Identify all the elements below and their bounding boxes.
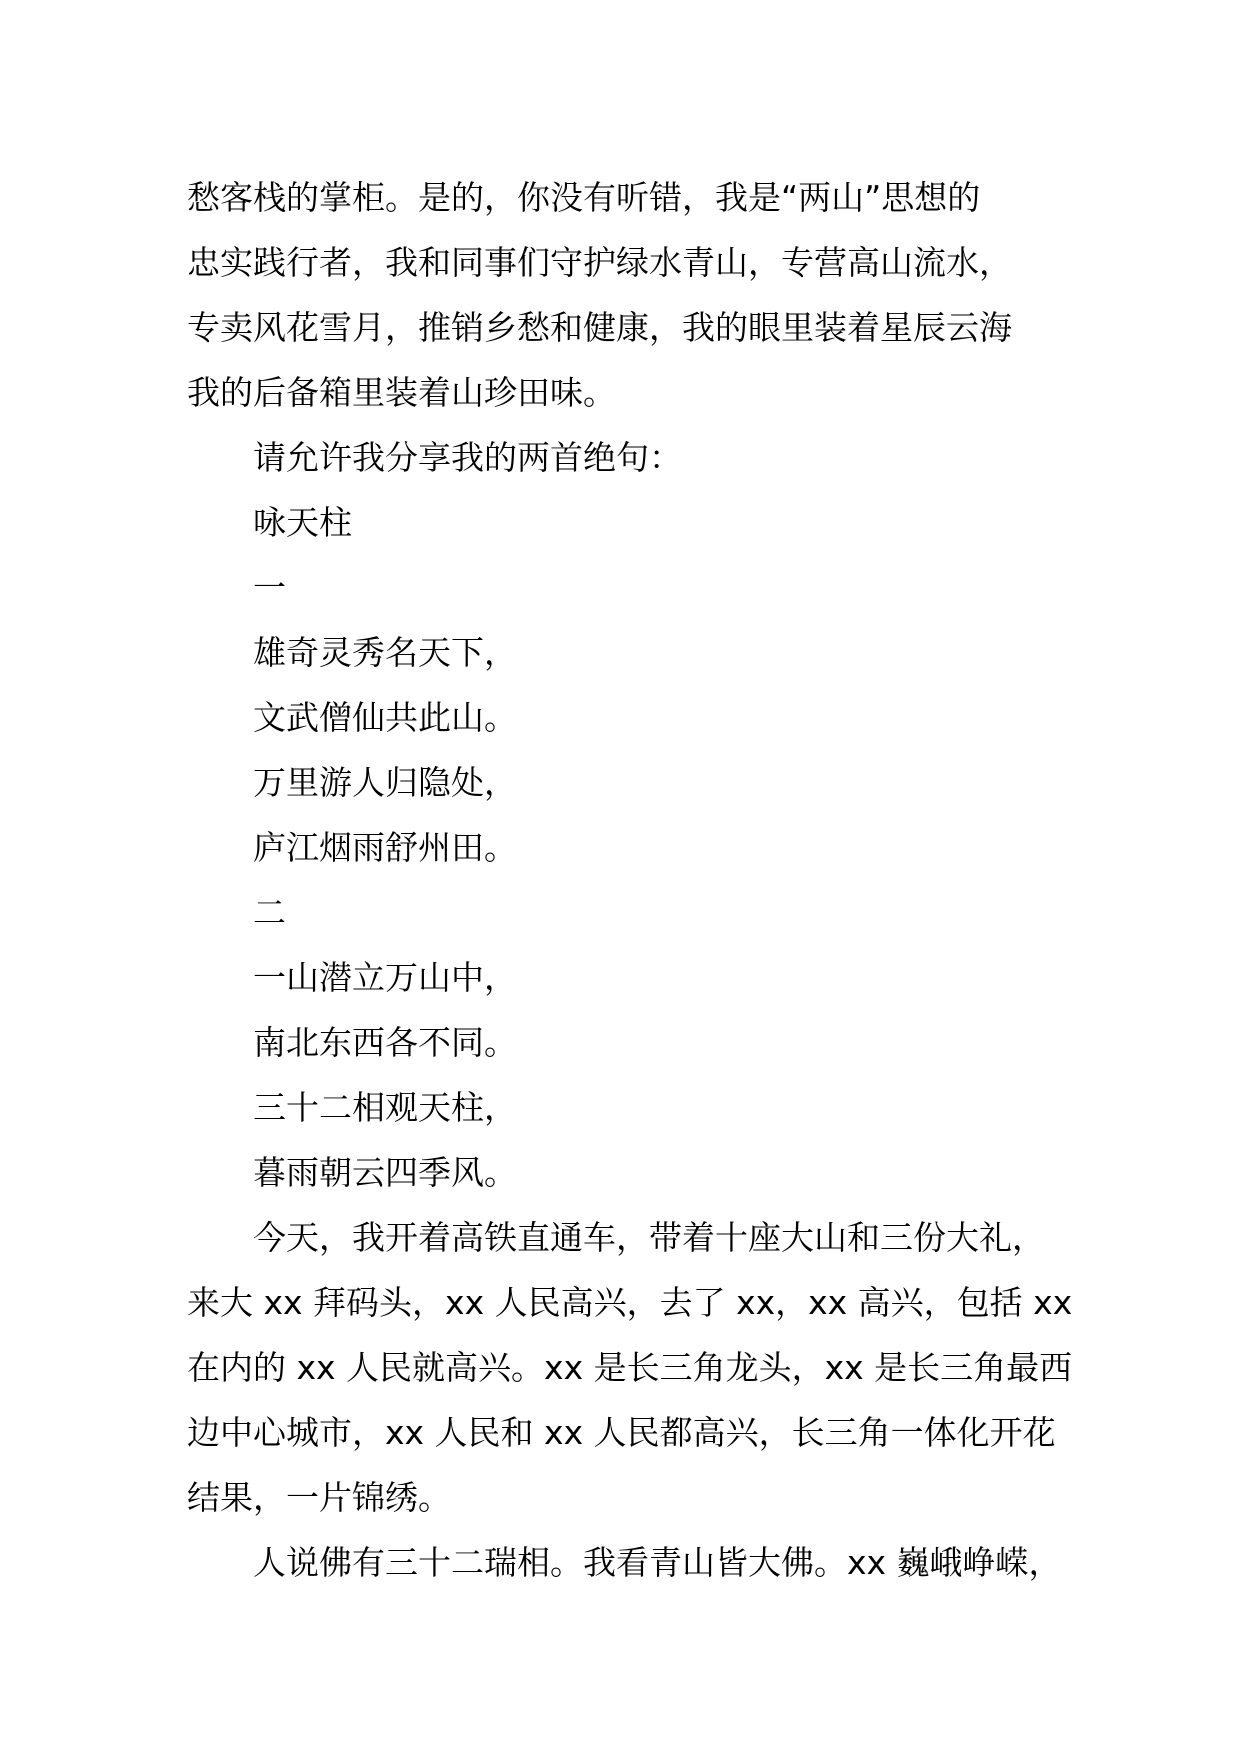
text-line: 愁客栈的掌柜。是的，你没有听错，我是“两山”思想的 [187,178,981,217]
text-line: 忠实践行者，我和同事们守护绿水青山，专营高山流水， [187,243,1012,282]
text-line: 边中心城市，xx 人民和 xx 人民都高兴，长三角一体化开花 [187,1413,1056,1452]
poem-line: 三十二相观天柱， [253,1088,517,1127]
text-line: 来大 xx 拜码头，xx 人民高兴，去了 xx，xx 高兴，包括 xx [187,1283,1073,1322]
document-body [187,165,1087,1595]
poem-line: 文武僧仙共此山。 [253,698,517,737]
poem-line: 南北东西各不同。 [253,1023,517,1062]
poem-number: 二 [253,893,286,932]
text-line: 结果，一片锦绣。 [187,1478,451,1517]
poem-line: 万里游人归隐处， [253,763,517,802]
text-line: 今天，我开着高铁直通车，带着十座大山和三份大礼， [253,1218,1045,1257]
poem-title: 咏天柱 [253,503,352,542]
poem-line: 雄奇灵秀名天下， [253,633,517,672]
text-line: 我的后备箱里装着山珍田味。 [187,373,616,412]
poem-line: 一山潜立万山中， [253,958,517,997]
text-line: 请允许我分享我的两首绝句： [253,438,682,477]
poem-line: 庐江烟雨舒州田。 [253,828,517,867]
poem-number: 一 [253,568,286,607]
poem-line: 暮雨朝云四季风。 [253,1153,517,1192]
text-line: 人说佛有三十二瑞相。我看青山皆大佛。xx 巍峨峥嵘， [253,1543,1062,1582]
text-line: 在内的 xx 人民就高兴。xx 是长三角龙头，xx 是长三角最西 [187,1348,1073,1387]
text-line: 专卖风花雪月，推销乡愁和健康，我的眼里装着星辰云海 [187,308,1012,347]
